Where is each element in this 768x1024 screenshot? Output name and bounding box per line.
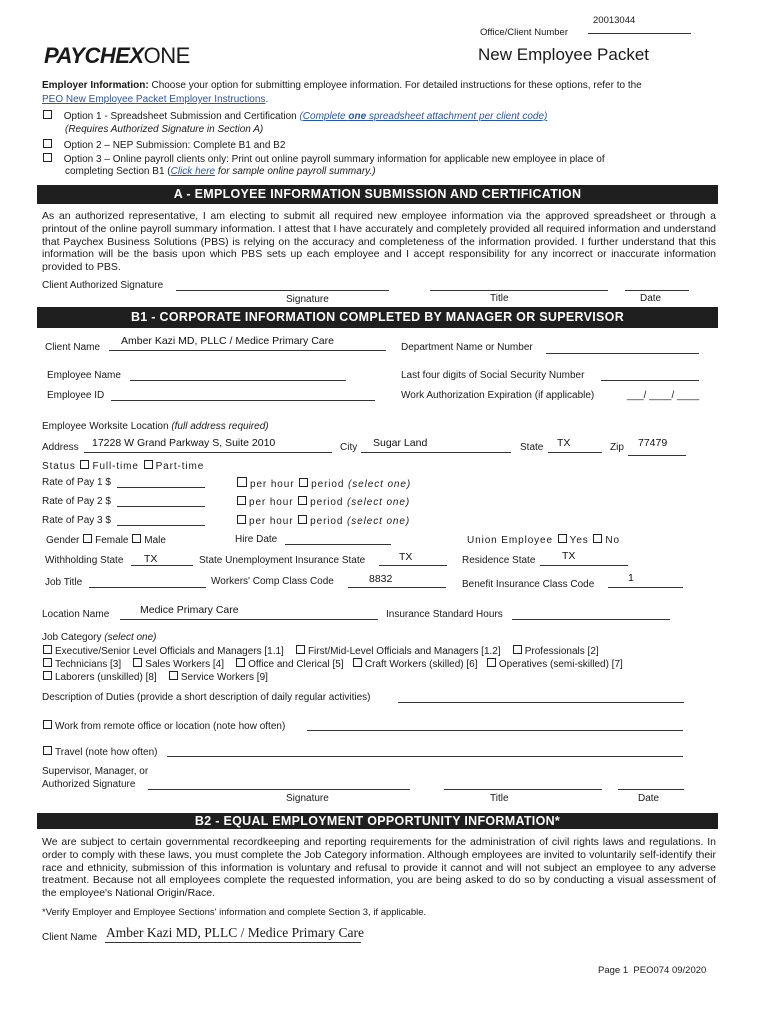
cat-office-checkbox[interactable] bbox=[236, 658, 245, 667]
section-b1-header: B1 - CORPORATE INFORMATION COMPLETED BY MANAGER OR SUPERVISOR bbox=[37, 307, 718, 328]
job-category-row-1: Executive/Senior Level Officials and Managers [1.1] First/Mid-Level Officials and Managers [1.2] Professionals [2] bbox=[42, 645, 599, 657]
wc-code-line bbox=[348, 587, 446, 588]
paychex-one-logo: PAYCHEXONE bbox=[44, 43, 190, 68]
location-name-label: Location Name bbox=[42, 609, 110, 620]
option-1-checkbox[interactable] bbox=[43, 110, 52, 119]
full-time-checkbox[interactable] bbox=[80, 460, 89, 469]
city-label: City bbox=[340, 442, 358, 453]
department-label: Department Name or Number bbox=[401, 342, 533, 353]
employee-name-field[interactable] bbox=[130, 380, 346, 381]
employee-name-label: Employee Name bbox=[47, 370, 121, 381]
supervisor-label-2: Authorized Signature bbox=[42, 779, 136, 790]
status-row: Status Full-time Part-time bbox=[42, 461, 205, 472]
city-line bbox=[361, 452, 511, 453]
state-value[interactable]: TX bbox=[557, 437, 571, 449]
title-caption: Title bbox=[490, 293, 509, 304]
department-field[interactable] bbox=[546, 353, 699, 354]
client-auth-title-field[interactable] bbox=[430, 290, 608, 291]
benefit-class-label: Benefit Insurance Class Code bbox=[462, 579, 595, 590]
sui-line bbox=[379, 565, 447, 566]
residence-value[interactable]: TX bbox=[562, 550, 576, 562]
job-category-row-3: Laborers (unskilled) [8] Service Workers [9] bbox=[42, 671, 268, 683]
option-1-requirement: (Requires Authorized Signature in Section A) bbox=[65, 124, 264, 135]
wc-code-label: Workers' Comp Class Code bbox=[211, 576, 334, 587]
rate3-field[interactable] bbox=[117, 525, 205, 526]
travel-field[interactable] bbox=[167, 756, 683, 757]
supervisor-label-1: Supervisor, Manager, or bbox=[42, 766, 149, 777]
option-2-checkbox[interactable] bbox=[43, 139, 52, 148]
rate2-label: Rate of Pay 2 $ bbox=[42, 496, 111, 507]
duties-field[interactable] bbox=[398, 702, 684, 703]
rate1-label: Rate of Pay 1 $ bbox=[42, 477, 111, 488]
cat-tech-checkbox[interactable] bbox=[43, 658, 52, 667]
b2-client-name-label: Client Name bbox=[42, 932, 98, 943]
rate2-per-hour-checkbox[interactable] bbox=[237, 496, 246, 505]
travel-row: Travel (note how often) bbox=[42, 746, 157, 758]
date-caption: Date bbox=[640, 293, 662, 304]
section-b2-paragraph: We are subject to certain governmental recordkeeping and reporting requirements for the administration of civil rights laws and regulations. In order to comply with these laws, you must complete the Job Category information. Although employees are invited to voluntarily self-identify their race and ethnicity, submission of this information is voluntary and refusal to provide it cannot and will not subject an employee to any adverse treatment. Because not all employees complete the requested information, you are being asked to do so by conducting a visual assessment of the employee's National Origin/Race. bbox=[42, 836, 716, 900]
worksite-label: Employee Worksite Location (full address required) bbox=[42, 421, 269, 432]
job-category-row-2: Technicians [3] Sales Workers [4] Office and Clerical [5] Craft Workers (skilled) [6] Operatives (semi-skilled) [7] bbox=[42, 658, 623, 670]
office-number-value[interactable]: 20013044 bbox=[593, 15, 636, 26]
employer-info-intro: Employer Information: Choose your option for submitting employee information. For detailed instructions for these options, refer to the bbox=[42, 80, 642, 91]
rate2-period-checkbox[interactable] bbox=[298, 496, 307, 505]
part-time-checkbox[interactable] bbox=[144, 460, 153, 469]
client-auth-signature-label: Client Authorized Signature bbox=[42, 280, 164, 291]
remote-field[interactable] bbox=[307, 730, 683, 731]
ins-hours-field[interactable] bbox=[512, 619, 670, 620]
employer-instructions-row: PEO New Employee Packet Employer Instructions. bbox=[42, 94, 269, 105]
union-no-checkbox[interactable] bbox=[593, 534, 602, 543]
supervisor-title-caption: Title bbox=[490, 793, 509, 804]
withholding-line bbox=[131, 565, 193, 566]
rate1-options: per hour period (select one) bbox=[236, 477, 411, 490]
office-number-line bbox=[588, 33, 691, 34]
client-name-line bbox=[109, 350, 386, 351]
rate3-per-hour-checkbox[interactable] bbox=[237, 515, 246, 524]
ins-hours-label: Insurance Standard Hours bbox=[386, 609, 503, 620]
work-auth-field[interactable]: ___/ ____/ ____ bbox=[627, 390, 700, 401]
verify-note: *Verify Employer and Employee Sections' information and complete Section 3, if applicable. bbox=[42, 907, 427, 918]
supervisor-signature-caption: Signature bbox=[286, 793, 329, 804]
job-title-label: Job Title bbox=[45, 577, 83, 588]
section-a-paragraph: As an authorized representative, I am electing to submit all required new employee information via the approved spreadsheet or through a printout of the online payroll summary information. I attest that I have accurately and completely provided all required information and understand that Paychex Business Solutions (PBS) is relying on the accuracy and completeness of the information provided. I further understand that this information will be the basis upon which PBS sets up each employee and I accept responsibility for any incorrect or inaccurate information provided to PBS. bbox=[42, 210, 716, 274]
address-label: Address bbox=[42, 442, 79, 453]
residence-label: Residence State bbox=[462, 555, 536, 566]
address-line bbox=[84, 452, 332, 453]
job-category-label: Job Category (select one) bbox=[42, 632, 157, 643]
page-number: Page 1 PEO074 09/2020 bbox=[598, 965, 707, 976]
supervisor-signature-field[interactable] bbox=[148, 789, 410, 790]
supervisor-date-caption: Date bbox=[638, 793, 660, 804]
zip-label: Zip bbox=[610, 442, 624, 453]
sample-summary-link[interactable]: Click here bbox=[170, 166, 216, 177]
hire-date-label: Hire Date bbox=[235, 534, 278, 545]
withholding-label: Withholding State bbox=[45, 555, 124, 566]
ssn-label: Last four digits of Social Security Number bbox=[401, 370, 585, 381]
state-line bbox=[548, 452, 602, 453]
employee-id-label: Employee ID bbox=[47, 390, 105, 401]
rate3-period-checkbox[interactable] bbox=[298, 515, 307, 524]
cat-sales-checkbox[interactable] bbox=[133, 658, 142, 667]
withholding-value[interactable]: TX bbox=[144, 553, 158, 565]
location-name-line bbox=[120, 619, 378, 620]
client-name-value[interactable]: Amber Kazi MD, PLLC / Medice Primary Care bbox=[121, 335, 334, 347]
travel-checkbox[interactable] bbox=[43, 746, 52, 755]
union-row: Union Employee Yes No bbox=[467, 535, 620, 546]
cat-first-checkbox[interactable] bbox=[296, 645, 305, 654]
client-auth-signature-field[interactable] bbox=[176, 290, 389, 291]
city-value[interactable]: Sugar Land bbox=[373, 437, 428, 449]
section-a-header: A - EMPLOYEE INFORMATION SUBMISSION AND CERTIFICATION bbox=[37, 185, 718, 204]
signature-caption: Signature bbox=[286, 294, 329, 305]
state-label: State bbox=[520, 442, 544, 453]
location-name-value[interactable]: Medice Primary Care bbox=[140, 604, 239, 616]
b2-client-name-line bbox=[105, 942, 361, 943]
section-b2-header: B2 - EQUAL EMPLOYMENT OPPORTUNITY INFORMATION* bbox=[37, 813, 718, 829]
employer-instructions-link[interactable]: PEO New Employee Packet Employer Instructions bbox=[42, 94, 266, 105]
option-3-continued: completing Section B1 (Click here for sample online payroll summary.) bbox=[65, 166, 376, 177]
benefit-class-line bbox=[608, 587, 683, 588]
cat-craft-checkbox[interactable] bbox=[353, 658, 362, 667]
rate3-label: Rate of Pay 3 $ bbox=[42, 515, 111, 526]
sui-label: State Unemployment Insurance State bbox=[199, 555, 366, 566]
duties-label: Description of Duties (provide a short description of daily regular activities) bbox=[42, 692, 371, 703]
rate2-field[interactable] bbox=[117, 506, 205, 507]
option-3-row[interactable]: Option 3 – Online payroll clients only: Print out online payroll summary information for applicable new employee in place of bbox=[42, 153, 605, 165]
zip-line bbox=[628, 455, 686, 456]
rate2-options: per hour period (select one) bbox=[236, 496, 410, 508]
rate1-field[interactable] bbox=[117, 487, 205, 488]
rate1-per-hour-checkbox[interactable] bbox=[237, 477, 247, 487]
cat-prof-checkbox[interactable] bbox=[513, 645, 522, 654]
male-checkbox[interactable] bbox=[132, 534, 141, 543]
address-value[interactable]: 17228 W Grand Parkway S, Suite 2010 bbox=[92, 437, 276, 449]
remote-row: Work from remote office or location (note how often) bbox=[42, 720, 285, 732]
gender-row: Gender Female Male bbox=[46, 535, 166, 546]
wc-code-value[interactable]: 8832 bbox=[369, 573, 393, 585]
employee-id-field[interactable] bbox=[111, 400, 375, 401]
ssn-field[interactable] bbox=[601, 380, 699, 381]
rate3-options: per hour period (select one) bbox=[236, 515, 410, 527]
cat-oper-checkbox[interactable] bbox=[487, 658, 496, 667]
hire-date-field[interactable] bbox=[285, 544, 391, 545]
work-auth-label: Work Authorization Expiration (if applicable) bbox=[401, 390, 595, 401]
supervisor-date-field[interactable] bbox=[618, 789, 684, 790]
b2-client-name-value[interactable]: Amber Kazi MD, PLLC / Medice Primary Care bbox=[106, 925, 364, 940]
option-3-checkbox[interactable] bbox=[43, 153, 52, 162]
job-title-field[interactable] bbox=[89, 587, 206, 588]
office-number-label: Office/Client Number bbox=[480, 27, 568, 38]
union-yes-checkbox[interactable] bbox=[558, 534, 567, 543]
client-name-label: Client Name bbox=[45, 342, 101, 353]
page-title: New Employee Packet bbox=[478, 45, 650, 64]
sui-value[interactable]: TX bbox=[399, 551, 413, 563]
residence-line bbox=[540, 565, 628, 566]
option-1-row[interactable]: Option 1 - Spreadsheet Submission and Certification (Complete one spreadsheet attachment per client code) bbox=[42, 110, 547, 122]
cat-exec-checkbox[interactable] bbox=[43, 645, 52, 654]
zip-value[interactable]: 77479 bbox=[638, 437, 668, 449]
remote-checkbox[interactable] bbox=[43, 720, 52, 729]
cat-labor-checkbox[interactable] bbox=[43, 671, 52, 680]
supervisor-title-field[interactable] bbox=[444, 789, 602, 790]
option-2-row[interactable]: Option 2 – NEP Submission: Complete B1 and B2 bbox=[42, 139, 285, 151]
client-auth-date-field[interactable] bbox=[625, 290, 689, 291]
rate1-period-checkbox[interactable] bbox=[299, 478, 308, 487]
benefit-class-value[interactable]: 1 bbox=[628, 572, 634, 584]
cat-service-checkbox[interactable] bbox=[169, 671, 178, 680]
female-checkbox[interactable] bbox=[83, 534, 92, 543]
